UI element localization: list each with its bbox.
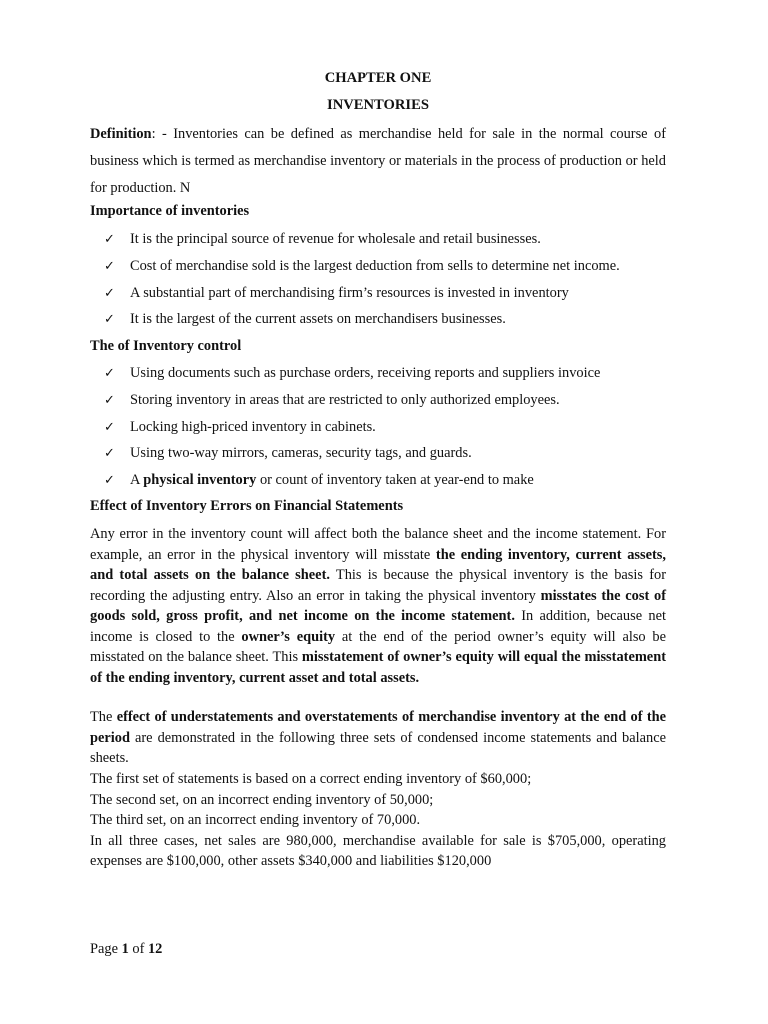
checkmark-icon: ✓ [104, 258, 115, 274]
effect-paragraph: Any error in the inventory count will affect both the balance sheet and the income statement. For example, an error in the physical inventory will misstate the ending inventory, current assets, and total assets on the balance sheet. This is because the physical inventory is the basis for recording the adjusting entry. Also an error in taking the physical inventory misstates the cost of goods sold, gross profit, and net income on the income statement. In addition, because net income is closed to the owner’s equity at the end of the period owner’s equity will also be misstated on the balance sheet. This misstatement of owner’s equity will equal the misstatement of the ending inventory, current asset and total assets. [90, 526, 667, 686]
definition-label: Definition [90, 126, 152, 142]
statement-line: The first set of statements is based on a correct ending inventory of $60,000; [90, 771, 532, 787]
statement-line: The third set, on an incorrect ending inventory of 70,000. [90, 812, 421, 828]
list-item: ✓ Cost of merchandise sold is the largest deduction from sells to determine net income. [104, 253, 620, 280]
list-item: ✓ Using two-way mirrors, cameras, security tags, and guards. [104, 440, 600, 467]
importance-list [104, 226, 620, 333]
list-item: ✓ Storing inventory in areas that are restricted to only authorized employees. [104, 387, 600, 414]
importance-heading: Importance of inventories [90, 203, 250, 219]
definition-paragraph [90, 121, 666, 202]
summary-line: In all three cases, net sales are 980,000, merchandise available for sale is $705,000, operating expenses are $100,000, other assets $340,000 and liabilities $120,000 [90, 832, 666, 869]
list-item: ✓ Using documents such as purchase orders, receiving reports and suppliers invoice [104, 360, 600, 387]
chapter-title: INVENTORIES [327, 97, 429, 113]
effect-heading: Effect of Inventory Errors on Financial Statements [90, 498, 404, 514]
checkmark-icon: ✓ [104, 392, 115, 408]
chapter-heading: CHAPTER ONE [324, 70, 432, 86]
checkmark-icon: ✓ [104, 473, 115, 488]
checkmark-icon: ✓ [104, 419, 115, 435]
checkmark-icon: ✓ [104, 446, 115, 462]
control-list [104, 360, 600, 494]
checkmark-icon: ✓ [104, 312, 115, 328]
checkmark-icon: ✓ [104, 285, 115, 301]
list-item: ✓ Locking high-priced inventory in cabinets. [104, 414, 600, 441]
page-number: Page 1 of 12 [90, 941, 163, 957]
list-item: ✓ It is the largest of the current assets on merchandisers businesses. [104, 306, 620, 333]
list-item: ✓ It is the principal source of revenue for wholesale and retail businesses. [104, 226, 620, 253]
list-item: ✓ A physical inventory or count of inventory taken at year-end to make [104, 467, 600, 494]
definition-text: : - Inventories can be defined as merchandise held for sale in the normal course of business which is termed as merchandise inventory or materials in the process of production or held for production. N [90, 126, 666, 196]
understatement-paragraph: The effect of understatements and overstatements of merchandise inventory at the end of the period are demonstrated in the following three sets of condensed income statements and balance sheets. [90, 709, 666, 766]
control-heading: The of Inventory control [90, 338, 242, 354]
checkmark-icon: ✓ [104, 232, 115, 247]
checkmark-icon: ✓ [104, 366, 115, 381]
statement-sets [90, 769, 666, 872]
list-item: ✓ A substantial part of merchandising firm’s resources is invested in inventory [104, 280, 620, 307]
statement-line: The second set, on an incorrect ending inventory of 50,000; [90, 791, 434, 808]
